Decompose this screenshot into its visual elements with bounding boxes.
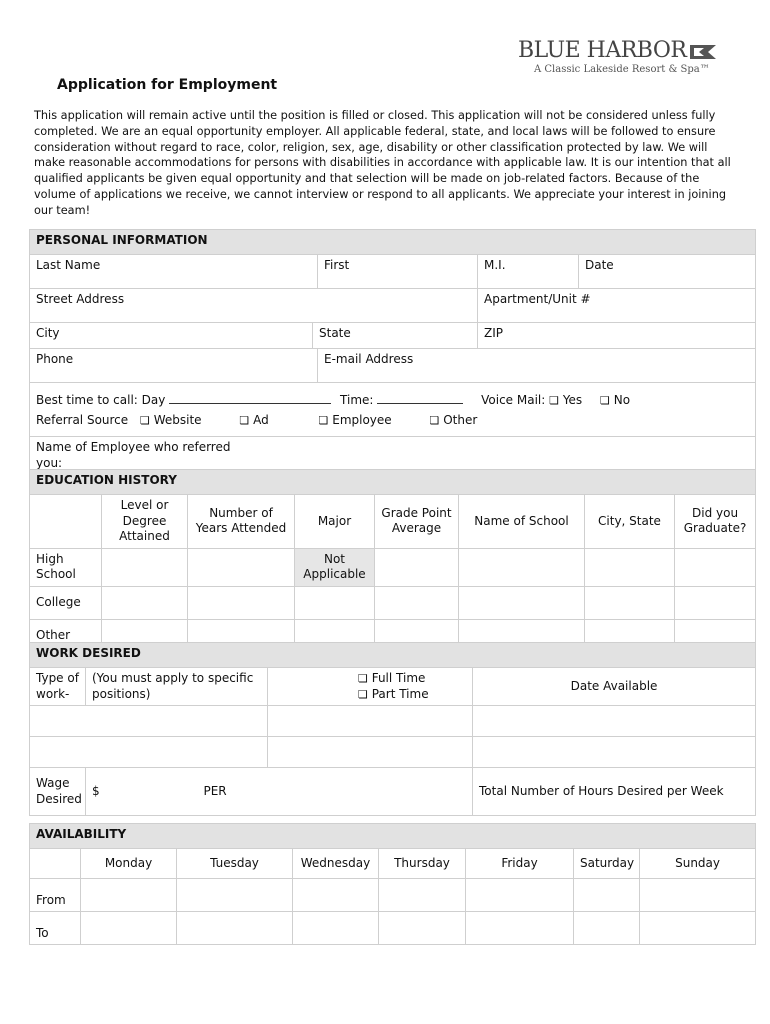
day-wednesday: Wednesday bbox=[293, 849, 379, 879]
availability-corner bbox=[30, 849, 81, 879]
from-label: From bbox=[30, 879, 81, 912]
referral-ad-label: Ad bbox=[253, 412, 269, 427]
mi-field[interactable]: M.I. bbox=[478, 255, 579, 289]
availability-cell[interactable] bbox=[574, 879, 640, 912]
email-field[interactable]: E-mail Address bbox=[318, 349, 756, 383]
referral-website-label: Website bbox=[153, 412, 202, 427]
education-col-school: Name of School bbox=[459, 495, 585, 549]
street-address-field[interactable]: Street Address bbox=[30, 289, 478, 323]
date-available-input[interactable] bbox=[473, 737, 756, 768]
phone-field[interactable]: Phone bbox=[30, 349, 318, 383]
referral-employee-checkbox[interactable]: ❏ bbox=[318, 413, 329, 427]
apply-note: (You must apply to specific positions) bbox=[86, 668, 268, 706]
table-row bbox=[30, 586, 756, 619]
education-col-degree: Level or Degree Attained bbox=[102, 495, 188, 549]
availability-cell[interactable] bbox=[81, 879, 177, 912]
referral-website-checkbox[interactable]: ❏ bbox=[140, 413, 150, 427]
referral-source-label: Referral Source bbox=[36, 412, 129, 427]
city-field[interactable]: City bbox=[30, 323, 313, 349]
day-friday: Friday bbox=[466, 849, 574, 879]
intro-paragraph: This application will remain active until the position is filled or closed. This application will not be considered unless fully completed. We are an equal opportunity employer. All applicable federal, state, and local laws will be followed to ensure consideration without regard to race, color, religion, sex, age, disability or other classification protected by law. We will make reasonable accommodations for persons with disabilities in accordance with applicable law. It is our intention that all qualified applicants be given equal opportunity and that selection will be made on job-related factors. Because of the volume of applications we receive, we cannot interview or respond to all applicants. We appreciate your interest in joining our team! bbox=[34, 109, 731, 217]
referral-other-label: Other bbox=[443, 412, 478, 427]
part-time-label: Part Time bbox=[371, 686, 429, 701]
personal-heading: PERSONAL INFORMATION bbox=[30, 230, 756, 255]
to-label: To bbox=[30, 912, 81, 945]
logo-tagline: A Classic Lakeside Resort & Spa™ bbox=[534, 64, 710, 75]
per-label: PER bbox=[203, 783, 227, 798]
availability-cell[interactable] bbox=[293, 912, 379, 945]
part-time-checkbox[interactable]: ❏ bbox=[358, 687, 368, 701]
availability-cell[interactable] bbox=[466, 912, 574, 945]
last-name-field[interactable]: Last Name bbox=[30, 255, 318, 289]
company-logo bbox=[518, 38, 718, 75]
referral-employee-label: Employee bbox=[332, 412, 392, 427]
day-label: Day bbox=[141, 393, 166, 407]
education-row-label: Other bbox=[30, 619, 102, 652]
table-row bbox=[30, 879, 756, 912]
wage-desired-field[interactable] bbox=[86, 768, 473, 816]
availability-cell[interactable] bbox=[177, 879, 293, 912]
day-input[interactable] bbox=[169, 392, 331, 404]
full-time-checkbox[interactable]: ❏ bbox=[358, 672, 368, 685]
not-applicable-cell: Not Applicable bbox=[295, 548, 375, 586]
zip-field[interactable]: ZIP bbox=[478, 323, 756, 349]
position-input[interactable] bbox=[268, 706, 473, 737]
education-cell[interactable] bbox=[459, 586, 585, 619]
education-cell[interactable] bbox=[675, 586, 756, 619]
day-tuesday: Tuesday bbox=[177, 849, 293, 879]
education-cell[interactable] bbox=[295, 586, 375, 619]
time-input[interactable] bbox=[377, 392, 463, 404]
education-col-city-state: City, State bbox=[585, 495, 675, 549]
logo-flag-icon bbox=[690, 42, 716, 60]
availability-cell[interactable] bbox=[379, 912, 466, 945]
education-cell[interactable] bbox=[675, 548, 756, 586]
day-saturday: Saturday bbox=[574, 849, 640, 879]
table-row bbox=[30, 548, 756, 586]
education-cell[interactable] bbox=[102, 586, 188, 619]
availability-heading: AVAILABILITY bbox=[30, 824, 756, 849]
page-title: Application for Employment bbox=[57, 77, 278, 93]
state-field[interactable]: State bbox=[313, 323, 478, 349]
voice-mail-yes-checkbox[interactable]: ❏ bbox=[549, 394, 559, 407]
date-field[interactable]: Date bbox=[579, 255, 756, 289]
availability-cell[interactable] bbox=[379, 879, 466, 912]
logo-name: BLUE HARBOR bbox=[518, 38, 687, 63]
education-history-table bbox=[29, 469, 756, 653]
education-col-graduated: Did you Graduate? bbox=[675, 495, 756, 549]
table-row bbox=[30, 912, 756, 945]
day-thursday: Thursday bbox=[379, 849, 466, 879]
work-desired-table bbox=[29, 642, 756, 816]
availability-table bbox=[29, 823, 756, 945]
position-input[interactable] bbox=[30, 706, 268, 737]
education-cell[interactable] bbox=[459, 548, 585, 586]
personal-information-table bbox=[29, 229, 756, 475]
voice-mail-label: Voice Mail: bbox=[481, 393, 546, 407]
availability-cell[interactable] bbox=[640, 879, 756, 912]
voice-mail-no-label: No bbox=[613, 393, 631, 407]
availability-cell[interactable] bbox=[640, 912, 756, 945]
hours-per-week-field[interactable]: Total Number of Hours Desired per Week bbox=[473, 768, 756, 816]
education-cell[interactable] bbox=[188, 548, 295, 586]
type-of-work-label: Type of work- bbox=[30, 668, 86, 706]
apartment-field[interactable]: Apartment/Unit # bbox=[478, 289, 756, 323]
position-input[interactable] bbox=[268, 737, 473, 768]
education-cell[interactable] bbox=[188, 586, 295, 619]
contact-preferences bbox=[30, 383, 756, 437]
best-time-label: Best time to call: bbox=[36, 393, 138, 407]
date-available-field[interactable]: Date Available bbox=[473, 668, 756, 706]
referring-employee-label: Name of Employee who referred you: bbox=[36, 440, 231, 470]
availability-cell[interactable] bbox=[177, 912, 293, 945]
wage-desired-label: Wage Desired bbox=[30, 768, 86, 816]
education-col-years: Number of Years Attended bbox=[188, 495, 295, 549]
work-heading: WORK DESIRED bbox=[30, 643, 756, 668]
availability-cell[interactable] bbox=[466, 879, 574, 912]
education-cell[interactable] bbox=[375, 548, 459, 586]
availability-cell[interactable] bbox=[81, 912, 177, 945]
position-input[interactable] bbox=[30, 737, 268, 768]
education-heading: EDUCATION HISTORY bbox=[30, 470, 756, 495]
education-row-label: College bbox=[30, 586, 102, 619]
availability-cell[interactable] bbox=[574, 912, 640, 945]
referral-other-checkbox[interactable]: ❏ bbox=[429, 413, 440, 427]
referral-ad-checkbox[interactable]: ❏ bbox=[239, 413, 250, 427]
education-cell[interactable] bbox=[585, 548, 675, 586]
day-monday: Monday bbox=[81, 849, 177, 879]
availability-cell[interactable] bbox=[293, 879, 379, 912]
education-cell[interactable] bbox=[102, 548, 188, 586]
education-cell[interactable] bbox=[375, 586, 459, 619]
education-level-header bbox=[30, 495, 102, 549]
date-available-input[interactable] bbox=[473, 706, 756, 737]
voice-mail-no-checkbox[interactable]: ❏ bbox=[600, 394, 610, 407]
employment-type-options bbox=[268, 668, 473, 706]
day-sunday: Sunday bbox=[640, 849, 756, 879]
education-col-major: Major bbox=[295, 495, 375, 549]
education-row-label: High School bbox=[30, 548, 102, 586]
education-cell[interactable] bbox=[585, 586, 675, 619]
dollar-sign: $ bbox=[92, 783, 100, 798]
first-name-field[interactable]: First bbox=[318, 255, 478, 289]
education-col-gpa: Grade Point Average bbox=[375, 495, 459, 549]
full-time-label: Full Time bbox=[371, 671, 426, 685]
time-label: Time: bbox=[340, 393, 374, 407]
voice-mail-yes-label: Yes bbox=[562, 393, 583, 407]
